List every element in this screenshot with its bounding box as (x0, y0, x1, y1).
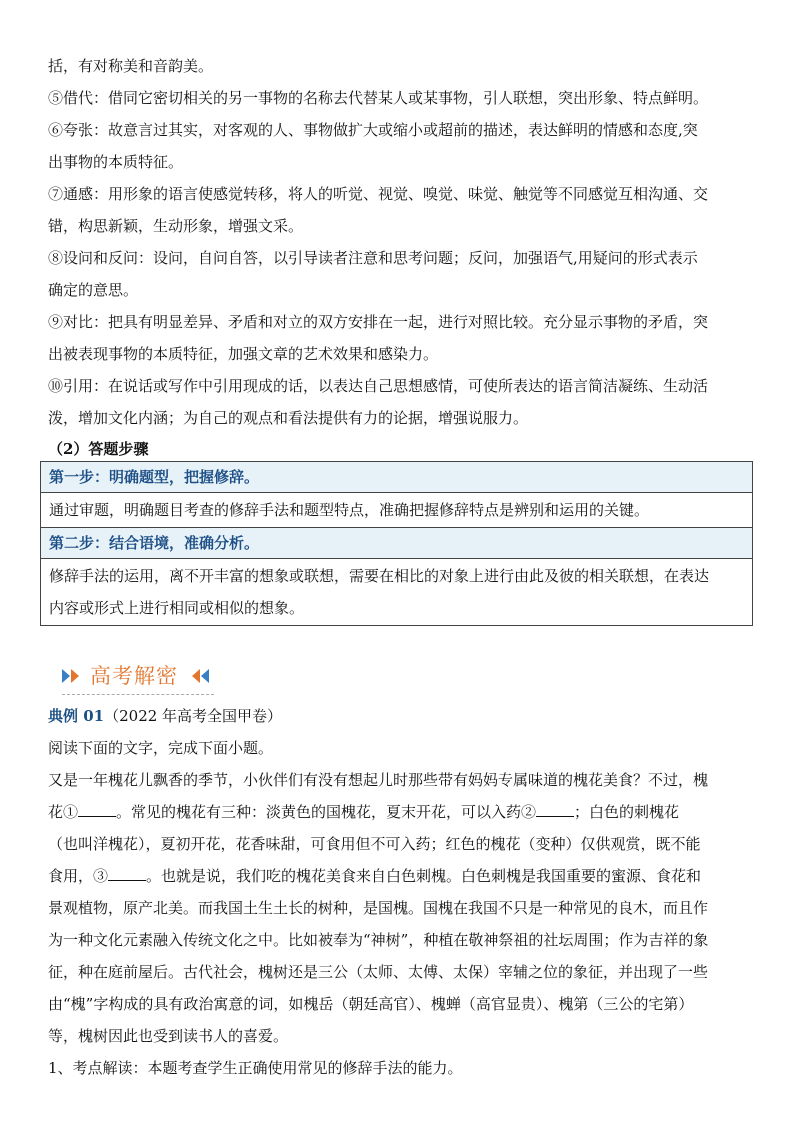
rhetoric-line: ⑧设问和反问：设问，自问自答，以引导读者注意和思考问题；反问，加强语气,用疑问的形式表示 (48, 249, 698, 267)
rhetoric-line: ⑤借代：借同它密切相关的另一事物的名称去代替某人或某事物，引人联想，突出形象、特点鲜明。 (48, 89, 709, 107)
answer-blank-2[interactable] (536, 802, 574, 817)
passage-text: 景观植物，原产北美。而我国土生土长的树种，是国槐。国槐在我国不只是一种常见的良木，而且作 (48, 899, 709, 917)
passage-line (48, 924, 758, 956)
passage-text: 等，槐树因此也受到读书人的喜爱。 (48, 1027, 289, 1045)
double-arrow-left-icon (192, 669, 214, 683)
passage-line (48, 892, 758, 924)
passage-text: 花① (48, 803, 79, 821)
example-instruction: 阅读下面的文字，完成下面小题。 (48, 739, 274, 757)
passage-text: ；白色的刺槐花 (574, 803, 680, 821)
passage-text: 。常见的槐花有三种：淡黄色的国槐花，夏末开花，可以入药② (116, 803, 537, 821)
example-section (48, 700, 758, 1084)
exam-point: 1、考点解读：本题考查学生正确使用常见的修辞手法的能力。 (48, 1059, 463, 1077)
rhetoric-line: 出被表现事物的本质特征，加强文章的艺术效果和感染力。 (48, 345, 439, 363)
passage-text: 。也就是说，我们吃的槐花美食来自白色刺槐。白色刺槐是我国重要的蜜源、食花和 (146, 867, 702, 885)
rhetoric-line: ⑩引用：在说话或写作中引用现成的话，以表达自己思想感情，可使所表达的语言简洁凝练、生动活 (48, 377, 709, 395)
section-title: 高考解密 (90, 664, 178, 688)
passage-text: 又是一年槐花儿飘香的季节，小伙伴们有没有想起儿时那些带有妈妈专属味道的槐花美食？不过，槐 (48, 771, 709, 789)
rhetoric-line: 错，构思新颖，生动形象，增强文采。 (48, 217, 304, 235)
passage-line (48, 956, 758, 988)
rhetoric-line: 出事物的本质特征。 (48, 153, 184, 171)
section-header (62, 660, 214, 695)
rhetoric-line: 括，有对称美和音韵美。 (48, 57, 214, 75)
rhetoric-line: ⑥夸张：故意言过其实，对客观的人、事物做扩大或缩小或超前的描述，表达鲜明的情感和态度,突 (48, 121, 698, 139)
answer-blank-1[interactable] (78, 802, 116, 817)
step-1-line: 通过审题，明确题目考查的修辞手法和题型特点，准确把握修辞特点是辨别和运用的关键。 (49, 501, 650, 519)
step-1-body (41, 493, 752, 528)
example-label: 典例 01 (48, 707, 105, 725)
rhetoric-section (48, 50, 754, 464)
passage-line (48, 828, 758, 860)
passage-text: 征，种在庭前屋后。古代社会，槐树还是三公（太师、太傅、太保）宰辅之位的象征，并出现了一些 (48, 963, 709, 981)
step-2-title: 第二步：结合语境，准确分析。 (41, 528, 752, 559)
step-1-title: 第一步：明确题型，把握修辞。 (41, 462, 752, 493)
passage-line (48, 988, 758, 1020)
rhetoric-line: ⑦通感：用形象的语言使感觉转移，将人的听觉、视觉、嗅觉、味觉、触觉等不同感觉互相沟通、交 (48, 185, 709, 203)
passage-text: （也叫洋槐花），夏初开花，花香味甜，可食用但不可入药；红色的槐花（变种）仅供观赏，既不能 (48, 835, 701, 853)
passage-text: 为一种文化元素融入传统文化之中。比如被奉为“神树”，种植在敬神祭祖的社坛周围；作为吉祥的象 (48, 931, 709, 949)
example-heading (48, 700, 758, 732)
steps-heading: （2）答题步骤 (48, 440, 149, 458)
rhetoric-line: ⑨对比：把具有明显差异、矛盾和对立的双方安排在一起，进行对照比较。充分显示事物的矛盾，突 (48, 313, 709, 331)
answer-blank-3[interactable] (108, 866, 146, 881)
passage-line (48, 860, 758, 892)
passage-text: 食用，③ (48, 867, 109, 885)
passage-line (48, 1020, 758, 1052)
double-arrow-right-icon (62, 669, 84, 683)
passage-line (48, 764, 758, 796)
steps-table (40, 461, 753, 626)
step-2-line: 内容或形式上进行相同或相似的想象。 (49, 599, 305, 617)
step-2-body (41, 559, 752, 625)
step-2-line: 修辞手法的运用，离不开丰富的想象或联想，需要在相比的对象上进行由此及彼的相关联想，在表达 (49, 567, 710, 585)
rhetoric-line: 确定的意思。 (48, 281, 139, 299)
passage-line (48, 796, 758, 828)
example-source: （2022 年高考全国甲卷） (104, 707, 283, 725)
passage-text: 由“槐”字构成的具有政治寓意的词，如槐岳（朝廷高官）、槐蝉（高官显贵）、槐第（三公的宅第） (48, 995, 694, 1013)
rhetoric-line: 泼，增加文化内涵；为自己的观点和看法提供有力的论据，增强说服力。 (48, 409, 529, 427)
